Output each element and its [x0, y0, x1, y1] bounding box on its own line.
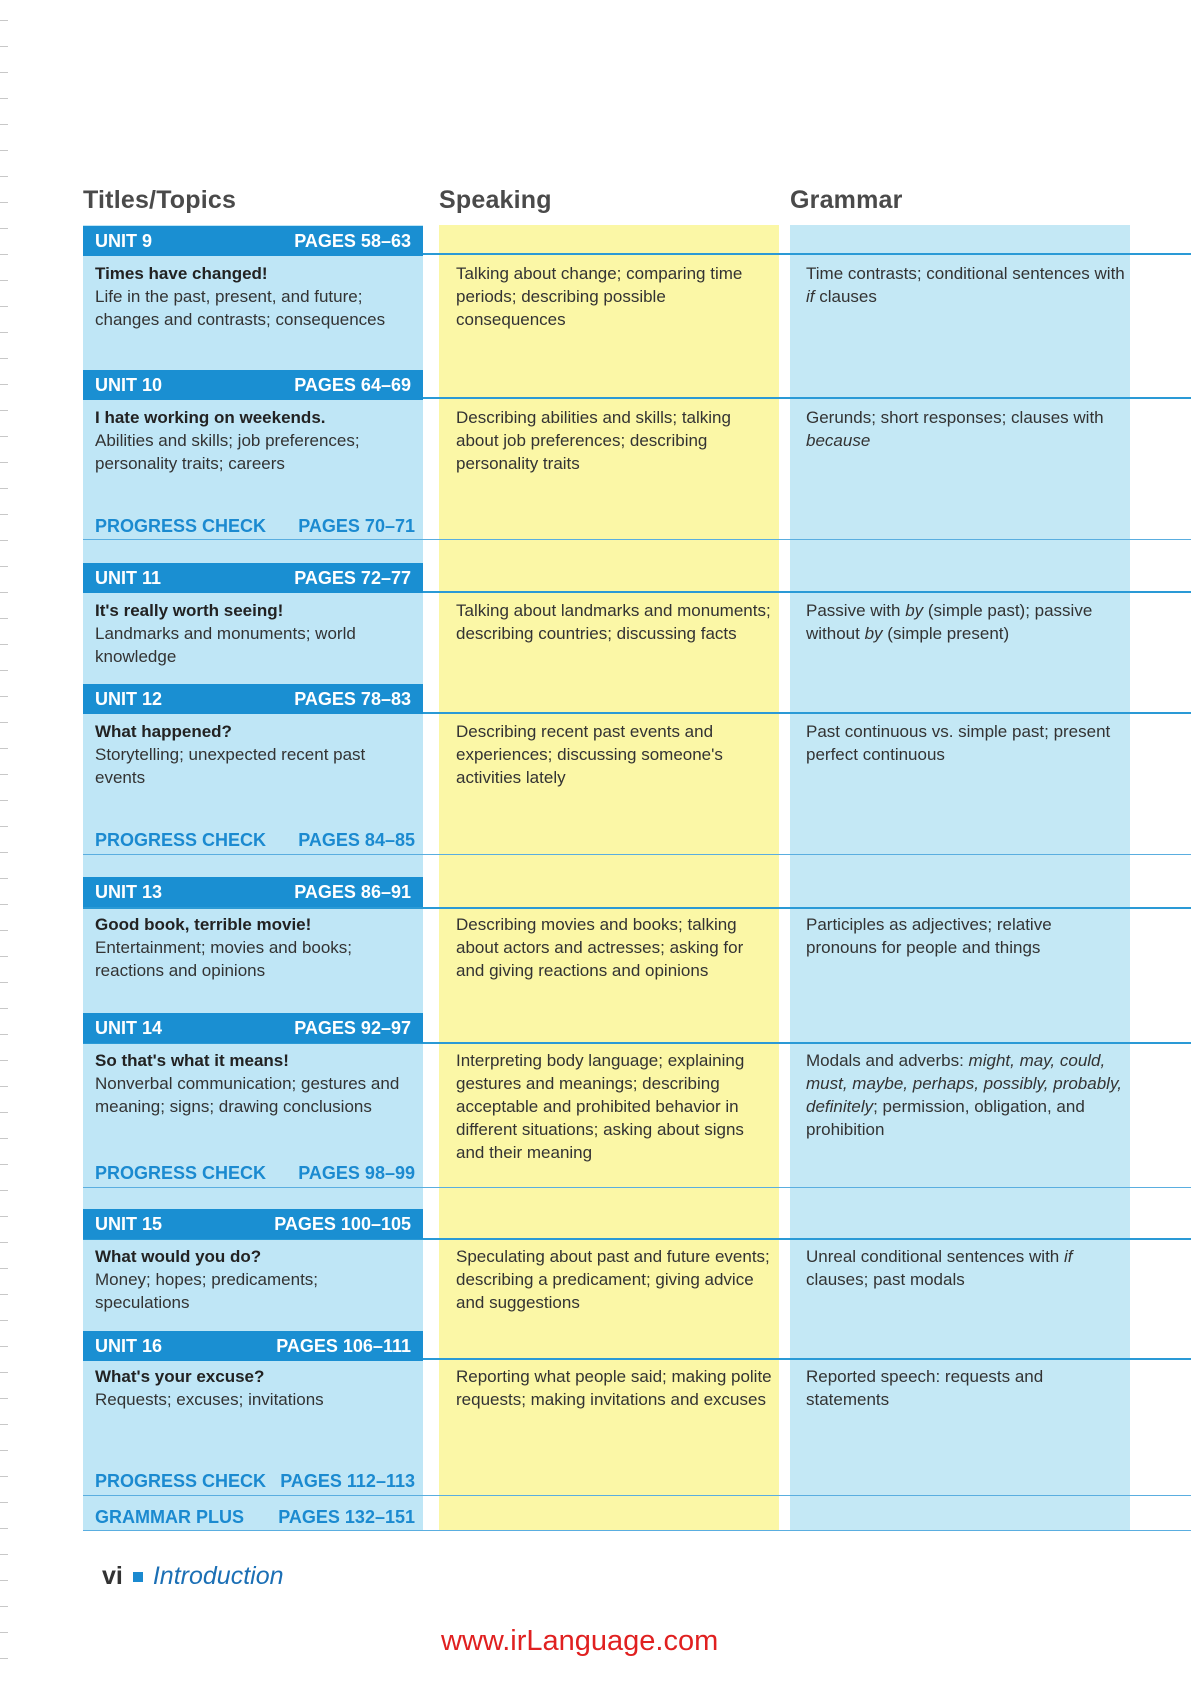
margin-tick	[0, 956, 8, 957]
margin-tick	[0, 1190, 8, 1191]
row-divider	[83, 1495, 1191, 1496]
unit-label: UNIT 12	[95, 688, 163, 709]
row-divider	[83, 1187, 1191, 1188]
unit-pages: PAGES 86–91	[294, 881, 411, 902]
page-footer	[102, 1562, 284, 1591]
check-label: PROGRESS CHECK	[95, 830, 267, 850]
check-pages: PAGES 98–99	[298, 1163, 415, 1183]
check-pages: PAGES 132–151	[278, 1507, 415, 1527]
margin-tick	[0, 1216, 8, 1217]
margin-tick	[0, 1112, 8, 1113]
unit-pages: PAGES 92–97	[294, 1017, 411, 1038]
margin-tick	[0, 150, 8, 151]
margin-tick	[0, 1424, 8, 1425]
margin-tick	[0, 1528, 8, 1529]
margin-tick	[0, 176, 8, 177]
unit-10-speaking: Describing abilities and skills; talking about job preferences; describing personality traits	[456, 408, 731, 473]
margin-tick	[0, 410, 8, 411]
unit-12-grammar: Past continuous vs. simple past; present perfect continuous	[806, 722, 1111, 764]
unit-11-topics	[95, 599, 415, 668]
heading-grammar: Grammar	[790, 186, 903, 214]
unit-pages: PAGES 64–69	[294, 374, 411, 395]
margin-tick	[0, 826, 8, 827]
unit-title: It's really worth seeing!	[95, 601, 284, 620]
unit-title: What would you do?	[95, 1247, 262, 1266]
check-label: PROGRESS CHECK	[95, 1471, 267, 1491]
margin-tick	[0, 462, 8, 463]
unit-11-grammar: Passive with by (simple past); passive without by (simple present)	[806, 601, 1093, 643]
row-divider	[83, 854, 1191, 855]
margin-tick	[0, 1632, 8, 1633]
margin-tick	[0, 1398, 8, 1399]
unit-15-speaking: Speculating about past and future events; describing a predicament; giving advice and suggestions	[456, 1247, 770, 1312]
margin-tick	[0, 566, 8, 567]
margin-tick	[0, 982, 8, 983]
unit-15-topics	[95, 1245, 415, 1314]
unit-topics: Requests; excuses; invitations	[95, 1390, 324, 1409]
unit-16-topics	[95, 1365, 415, 1411]
unit-header-13	[83, 877, 423, 907]
margin-tick	[0, 1476, 8, 1477]
unit-13-speaking: Describing movies and books; talking about actors and actresses; asking for and giving reactions and opinions	[456, 915, 744, 980]
unit-pages: PAGES 72–77	[294, 567, 411, 588]
unit-10-topics	[95, 406, 415, 475]
margin-tick	[0, 1060, 8, 1061]
unit-pages: PAGES 106–111	[276, 1335, 411, 1356]
unit-title: Good book, terrible movie!	[95, 915, 312, 934]
unit-13-grammar: Participles as adjectives; relative pronouns for people and things	[806, 915, 1052, 957]
unit-topics: Money; hopes; predicaments; speculations	[95, 1270, 319, 1312]
unit-label: UNIT 9	[95, 230, 153, 251]
margin-tick	[0, 1268, 8, 1269]
unit-9-speaking: Talking about change; comparing time periods; describing possible consequences	[456, 264, 743, 329]
margin-tick	[0, 1346, 8, 1347]
unit-topics: Abilities and skills; job preferences; personality traits; careers	[95, 431, 360, 473]
unit-15-grammar: Unreal conditional sentences with if clauses; past modals	[806, 1247, 1073, 1289]
margin-tick	[0, 72, 8, 73]
row-divider	[83, 539, 1191, 540]
unit-header-10	[83, 370, 423, 400]
margin-tick	[0, 280, 8, 281]
margin-tick	[0, 774, 8, 775]
heading-speaking: Speaking	[439, 186, 552, 214]
unit-header-11	[83, 563, 423, 593]
margin-tick	[0, 1320, 8, 1321]
unit-pages: PAGES 100–105	[274, 1213, 411, 1234]
margin-tick	[0, 358, 8, 359]
unit-14-grammar: Modals and adverbs: might, may, could, must, maybe, perhaps, possibly, probably, definitely; permission, obligation, and prohibition	[806, 1051, 1122, 1139]
unit-11-speaking: Talking about landmarks and monuments; describing countries; discussing facts	[456, 601, 771, 643]
unit-title: I hate working on weekends.	[95, 408, 326, 427]
margin-tick	[0, 306, 8, 307]
margin-tick	[0, 20, 8, 21]
section-name: Introduction	[152, 1562, 284, 1590]
unit-9-grammar: Time contrasts; conditional sentences with if clauses	[806, 264, 1125, 306]
margin-tick	[0, 670, 8, 671]
unit-12-topics	[95, 720, 415, 789]
unit-pages: PAGES 78–83	[294, 688, 411, 709]
check-label: PROGRESS CHECK	[95, 516, 267, 536]
unit-label: UNIT 16	[95, 1335, 163, 1356]
unit-label: UNIT 13	[95, 881, 163, 902]
margin-tick	[0, 332, 8, 333]
unit-topics: Nonverbal communication; gestures and meaning; signs; drawing conclusions	[95, 1074, 400, 1116]
unit-header-16	[83, 1331, 423, 1361]
margin-tick	[0, 904, 8, 905]
progress-check-3	[95, 1163, 415, 1184]
margin-tick	[0, 46, 8, 47]
margin-tick	[0, 1580, 8, 1581]
margin-tick	[0, 644, 8, 645]
unit-topics: Life in the past, present, and future; changes and contrasts; consequences	[95, 287, 386, 329]
margin-tick	[0, 748, 8, 749]
page-number: vi	[102, 1562, 123, 1590]
unit-16-grammar: Reported speech: requests and statements	[806, 1367, 1044, 1409]
unit-14-speaking: Interpreting body language; explaining gestures and meanings; describing acceptable and prohibited behavior in different situations; asking about signs and their meaning	[456, 1051, 745, 1162]
grammar-plus	[95, 1507, 415, 1528]
unit-header-12	[83, 684, 423, 714]
margin-tick	[0, 1450, 8, 1451]
margin-tick	[0, 1372, 8, 1373]
margin-tick	[0, 488, 8, 489]
unit-label: UNIT 10	[95, 374, 163, 395]
margin-tick	[0, 514, 8, 515]
unit-label: UNIT 14	[95, 1017, 163, 1038]
row-divider	[83, 1530, 1191, 1531]
margin-tick	[0, 1294, 8, 1295]
margin-tick	[0, 202, 8, 203]
watermark-url: www.irLanguage.com	[441, 1625, 719, 1657]
unit-topics: Storytelling; unexpected recent past events	[95, 745, 366, 787]
row-divider	[83, 907, 1191, 909]
unit-16-speaking: Reporting what people said; making polite requests; making invitations and excuses	[456, 1367, 772, 1409]
margin-tick	[0, 592, 8, 593]
check-pages: PAGES 112–113	[280, 1471, 415, 1491]
unit-label: UNIT 11	[95, 567, 162, 588]
margin-tick	[0, 1008, 8, 1009]
unit-10-grammar: Gerunds; short responses; clauses with because	[806, 408, 1104, 450]
margin-tick	[0, 540, 8, 541]
check-pages: PAGES 70–71	[298, 516, 415, 536]
margin-tick	[0, 696, 8, 697]
margin-tick	[0, 1502, 8, 1503]
bullet-square-icon	[133, 1572, 143, 1582]
progress-check-1	[95, 516, 415, 537]
unit-pages: PAGES 58–63	[294, 230, 411, 251]
margin-tick	[0, 228, 8, 229]
unit-topics: Entertainment; movies and books; reactions and opinions	[95, 938, 353, 980]
unit-topics: Landmarks and monuments; world knowledge	[95, 624, 356, 666]
margin-tick	[0, 124, 8, 125]
check-label: GRAMMAR PLUS	[95, 1507, 244, 1527]
unit-13-topics	[95, 913, 415, 982]
margin-tick	[0, 436, 8, 437]
progress-check-4	[95, 1471, 415, 1492]
unit-label: UNIT 15	[95, 1213, 163, 1234]
unit-title: What's your excuse?	[95, 1367, 265, 1386]
unit-header-14	[83, 1013, 423, 1043]
unit-header-9	[83, 226, 423, 256]
unit-9-topics	[95, 262, 415, 331]
margin-tick	[0, 722, 8, 723]
margin-tick	[0, 1658, 8, 1659]
unit-title: Times have changed!	[95, 264, 268, 283]
check-label: PROGRESS CHECK	[95, 1163, 267, 1183]
margin-tick	[0, 618, 8, 619]
unit-title: What happened?	[95, 722, 232, 741]
margin-tick	[0, 800, 8, 801]
margin-tick	[0, 1164, 8, 1165]
margin-tick	[0, 1242, 8, 1243]
unit-12-speaking: Describing recent past events and experiences; discussing someone's activities lately	[456, 722, 723, 787]
margin-tick	[0, 384, 8, 385]
margin-tick	[0, 1554, 8, 1555]
unit-14-topics	[95, 1049, 415, 1118]
margin-tick	[0, 254, 8, 255]
margin-tick	[0, 1138, 8, 1139]
unit-header-15	[83, 1209, 423, 1239]
margin-tick	[0, 1606, 8, 1607]
margin-tick	[0, 930, 8, 931]
unit-title: So that's what it means!	[95, 1051, 289, 1070]
margin-tick	[0, 878, 8, 879]
margin-tick	[0, 1034, 8, 1035]
heading-titles-topics: Titles/Topics	[83, 186, 237, 214]
margin-tick	[0, 98, 8, 99]
check-pages: PAGES 84–85	[298, 830, 415, 850]
margin-tick	[0, 852, 8, 853]
margin-tick	[0, 1086, 8, 1087]
progress-check-2	[95, 830, 415, 851]
